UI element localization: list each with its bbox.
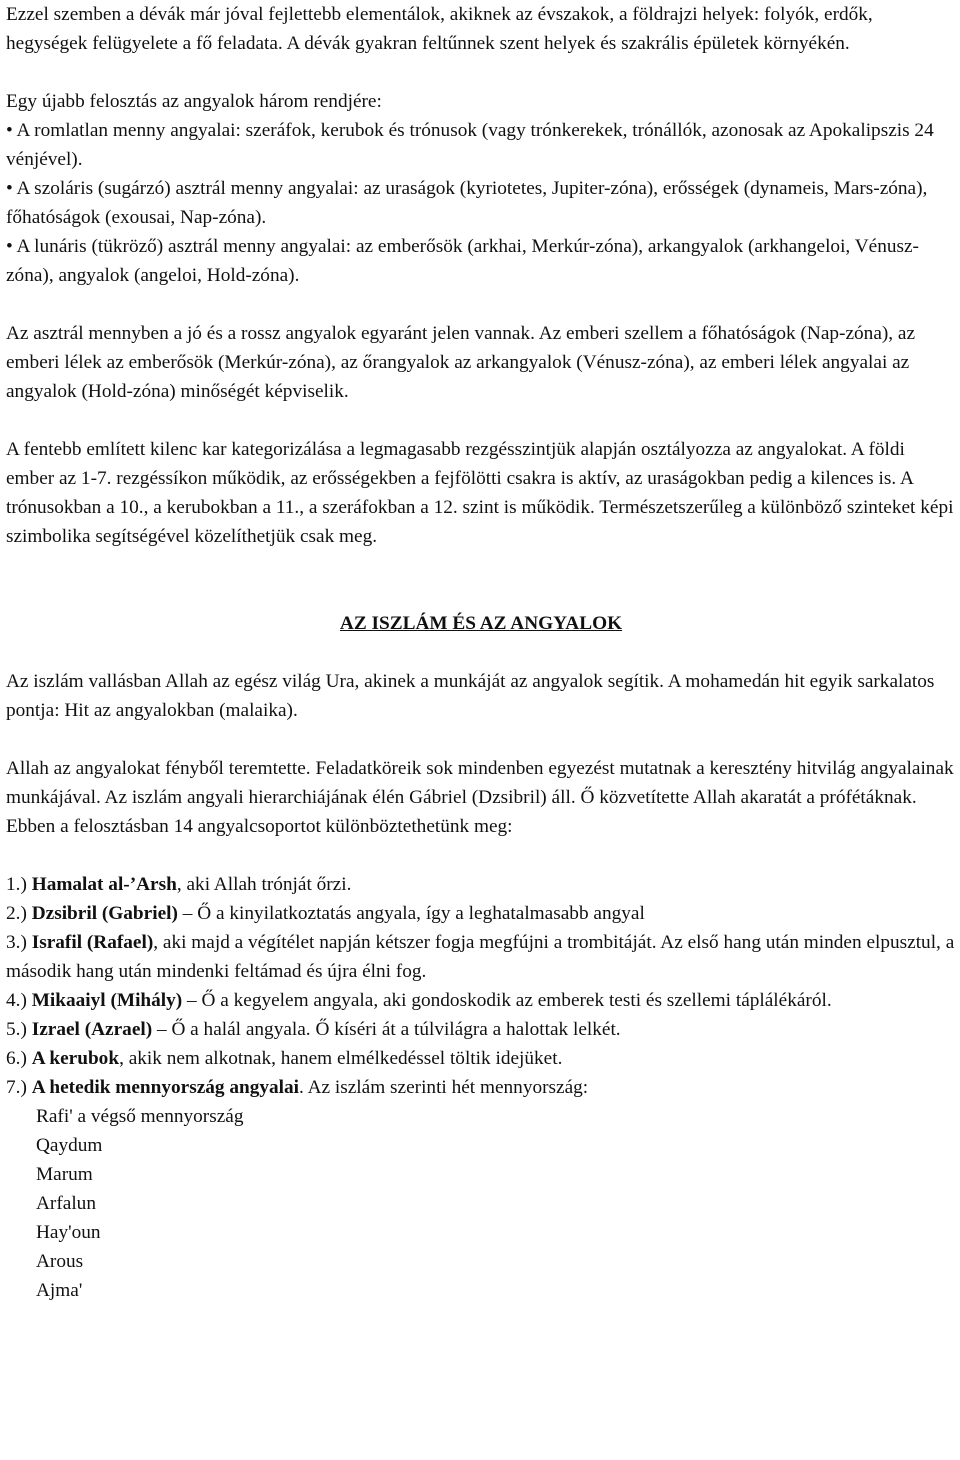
list-item: Rafi' a végső mennyország xyxy=(36,1106,244,1127)
list-item: 4.) Mikaaiyl (Mihály) – Ő a kegyelem angyala, aki gondoskodik az emberek testi és szellemi táplálékáról. xyxy=(6,990,832,1011)
list-item: 5.) Izrael (Azrael) – Ő a halál angyala. Ő kíséri át a túlvilágra a halottak lelkét. xyxy=(6,1019,621,1040)
division-title: Egy újabb felosztás az angyalok három rendjére: xyxy=(6,91,382,112)
group-name: Mikaaiyl (Mihály) xyxy=(31,990,183,1011)
islam-paragraph-2: Allah az angyalokat fényből teremtette. Feladatköreik sok mindenben egyezést mutatnak a keresztény hitvilág angyalainak munkájával. Az iszlám angyali hierarchiájának élén Gábriel (Dzsibril) áll. Ő közvetítette Allah akaratát a prófétáknak. Ebben a felosztásban 14 angyalcsoportot különböztethetünk meg: xyxy=(6,758,954,837)
list-item: 1.) Hamalat al-’Arsh, aki Allah trónját őrzi. xyxy=(6,874,352,895)
list-item: Qaydum xyxy=(36,1135,103,1156)
group-name: A kerubok xyxy=(31,1048,120,1069)
list-item: Marum xyxy=(36,1164,93,1185)
list-item: 3.) Israfil (Rafael), aki majd a végítélet napján kétszer fogja megfújni a trombitáját. Az első hang után minden elpusztul, a második hang után mindenki feltámad és újra élni fog. xyxy=(6,932,955,982)
list-item: 2.) Dzsibril (Gabriel) – Ő a kinyilatkoztatás angyala, így a leghatalmasabb angyal xyxy=(6,903,645,924)
angel-groups-list xyxy=(6,870,956,1102)
astral-paragraph: Az asztrál mennyben a jó és a rossz angyalok egyaránt jelen vannak. Az emberi szellem a főhatóságok (Nap-zóna), az emberi lélek az emberősök (Merkúr-zóna), az őrangyalok az arkangyalok (Vénusz-zóna), az emberi lélek angyalai az angyalok (Hold-zóna) minőségét képviselik. xyxy=(6,323,916,402)
islam-paragraph-1: Az iszlám vallásban Allah az egész világ Ura, akinek a munkáját az angyalok segítik. A mohamedán hit egyik sarkalatos pontja: Hit az angyalokban (malaika). xyxy=(6,671,935,721)
list-item: 7.) A hetedik mennyország angyalai. Az iszlám szerinti hét mennyország: xyxy=(6,1077,589,1098)
document-page xyxy=(6,0,956,1305)
list-item: 6.) A kerubok, akik nem alkotnak, hanem elmélkedéssel töltik idejüket. xyxy=(6,1048,563,1069)
islam-heading: AZ ISZLÁM ÉS AZ ANGYALOK xyxy=(339,613,623,634)
heavens-list xyxy=(6,1102,956,1305)
division-bullet-1: • A romlatlan menny angyalai: szeráfok, kerubok és trónusok (vagy trónkerekek, trónállók, azonosak az Apokalipszis 24 vénjével). xyxy=(6,120,934,170)
nine-choirs-paragraph: A fentebb említett kilenc kar kategorizálása a legmagasabb rezgésszintjük alapján osztályozza az angyalokat. A földi ember az 1-7. rezgéssíkon működik, az erősségekben a fejfölötti csakra is aktív, az uraságokban pedig a kilences is. A trónusokban a 10., a kerubokban a 11., a szeráfokban a 12. szint is működik. Természetszerűleg a különböző szinteket képi szimbolika segítségével közelíthetjük csak meg. xyxy=(6,439,954,547)
group-name: Hamalat al-’Arsh xyxy=(31,874,177,895)
division-bullet-2: • A szoláris (sugárzó) asztrál menny angyalai: az uraságok (kyriotetes, Jupiter-zóna), erősségek (dynameis, Mars-zóna), főhatóságok (exousai, Nap-zóna). xyxy=(6,178,928,228)
intro-paragraph: Ezzel szemben a dévák már jóval fejlettebb elementálok, akiknek az évszakok, a földrajzi helyek: folyók, erdők, hegységek felügyelete a fő feladata. A dévák gyakran feltűnnek szent helyek és szakrális épületek környékén. xyxy=(6,4,873,54)
group-name: Izrael (Azrael) xyxy=(31,1019,153,1040)
list-item: Ajma' xyxy=(36,1280,83,1301)
list-item: Arous xyxy=(36,1251,84,1272)
group-name: Dzsibril (Gabriel) xyxy=(31,903,178,924)
list-item: Arfalun xyxy=(36,1193,96,1214)
group-name: Israfil (Rafael) xyxy=(31,932,154,953)
list-item: Hay'oun xyxy=(36,1222,101,1243)
group-name: A hetedik mennyország angyalai xyxy=(31,1077,299,1098)
division-bullet-3: • A lunáris (tükröző) asztrál menny angyalai: az emberősök (arkhai, Merkúr-zóna), arkangyalok (arkhangeloi, Vénusz-zóna), angyalok (angeloi, Hold-zóna). xyxy=(6,236,919,286)
